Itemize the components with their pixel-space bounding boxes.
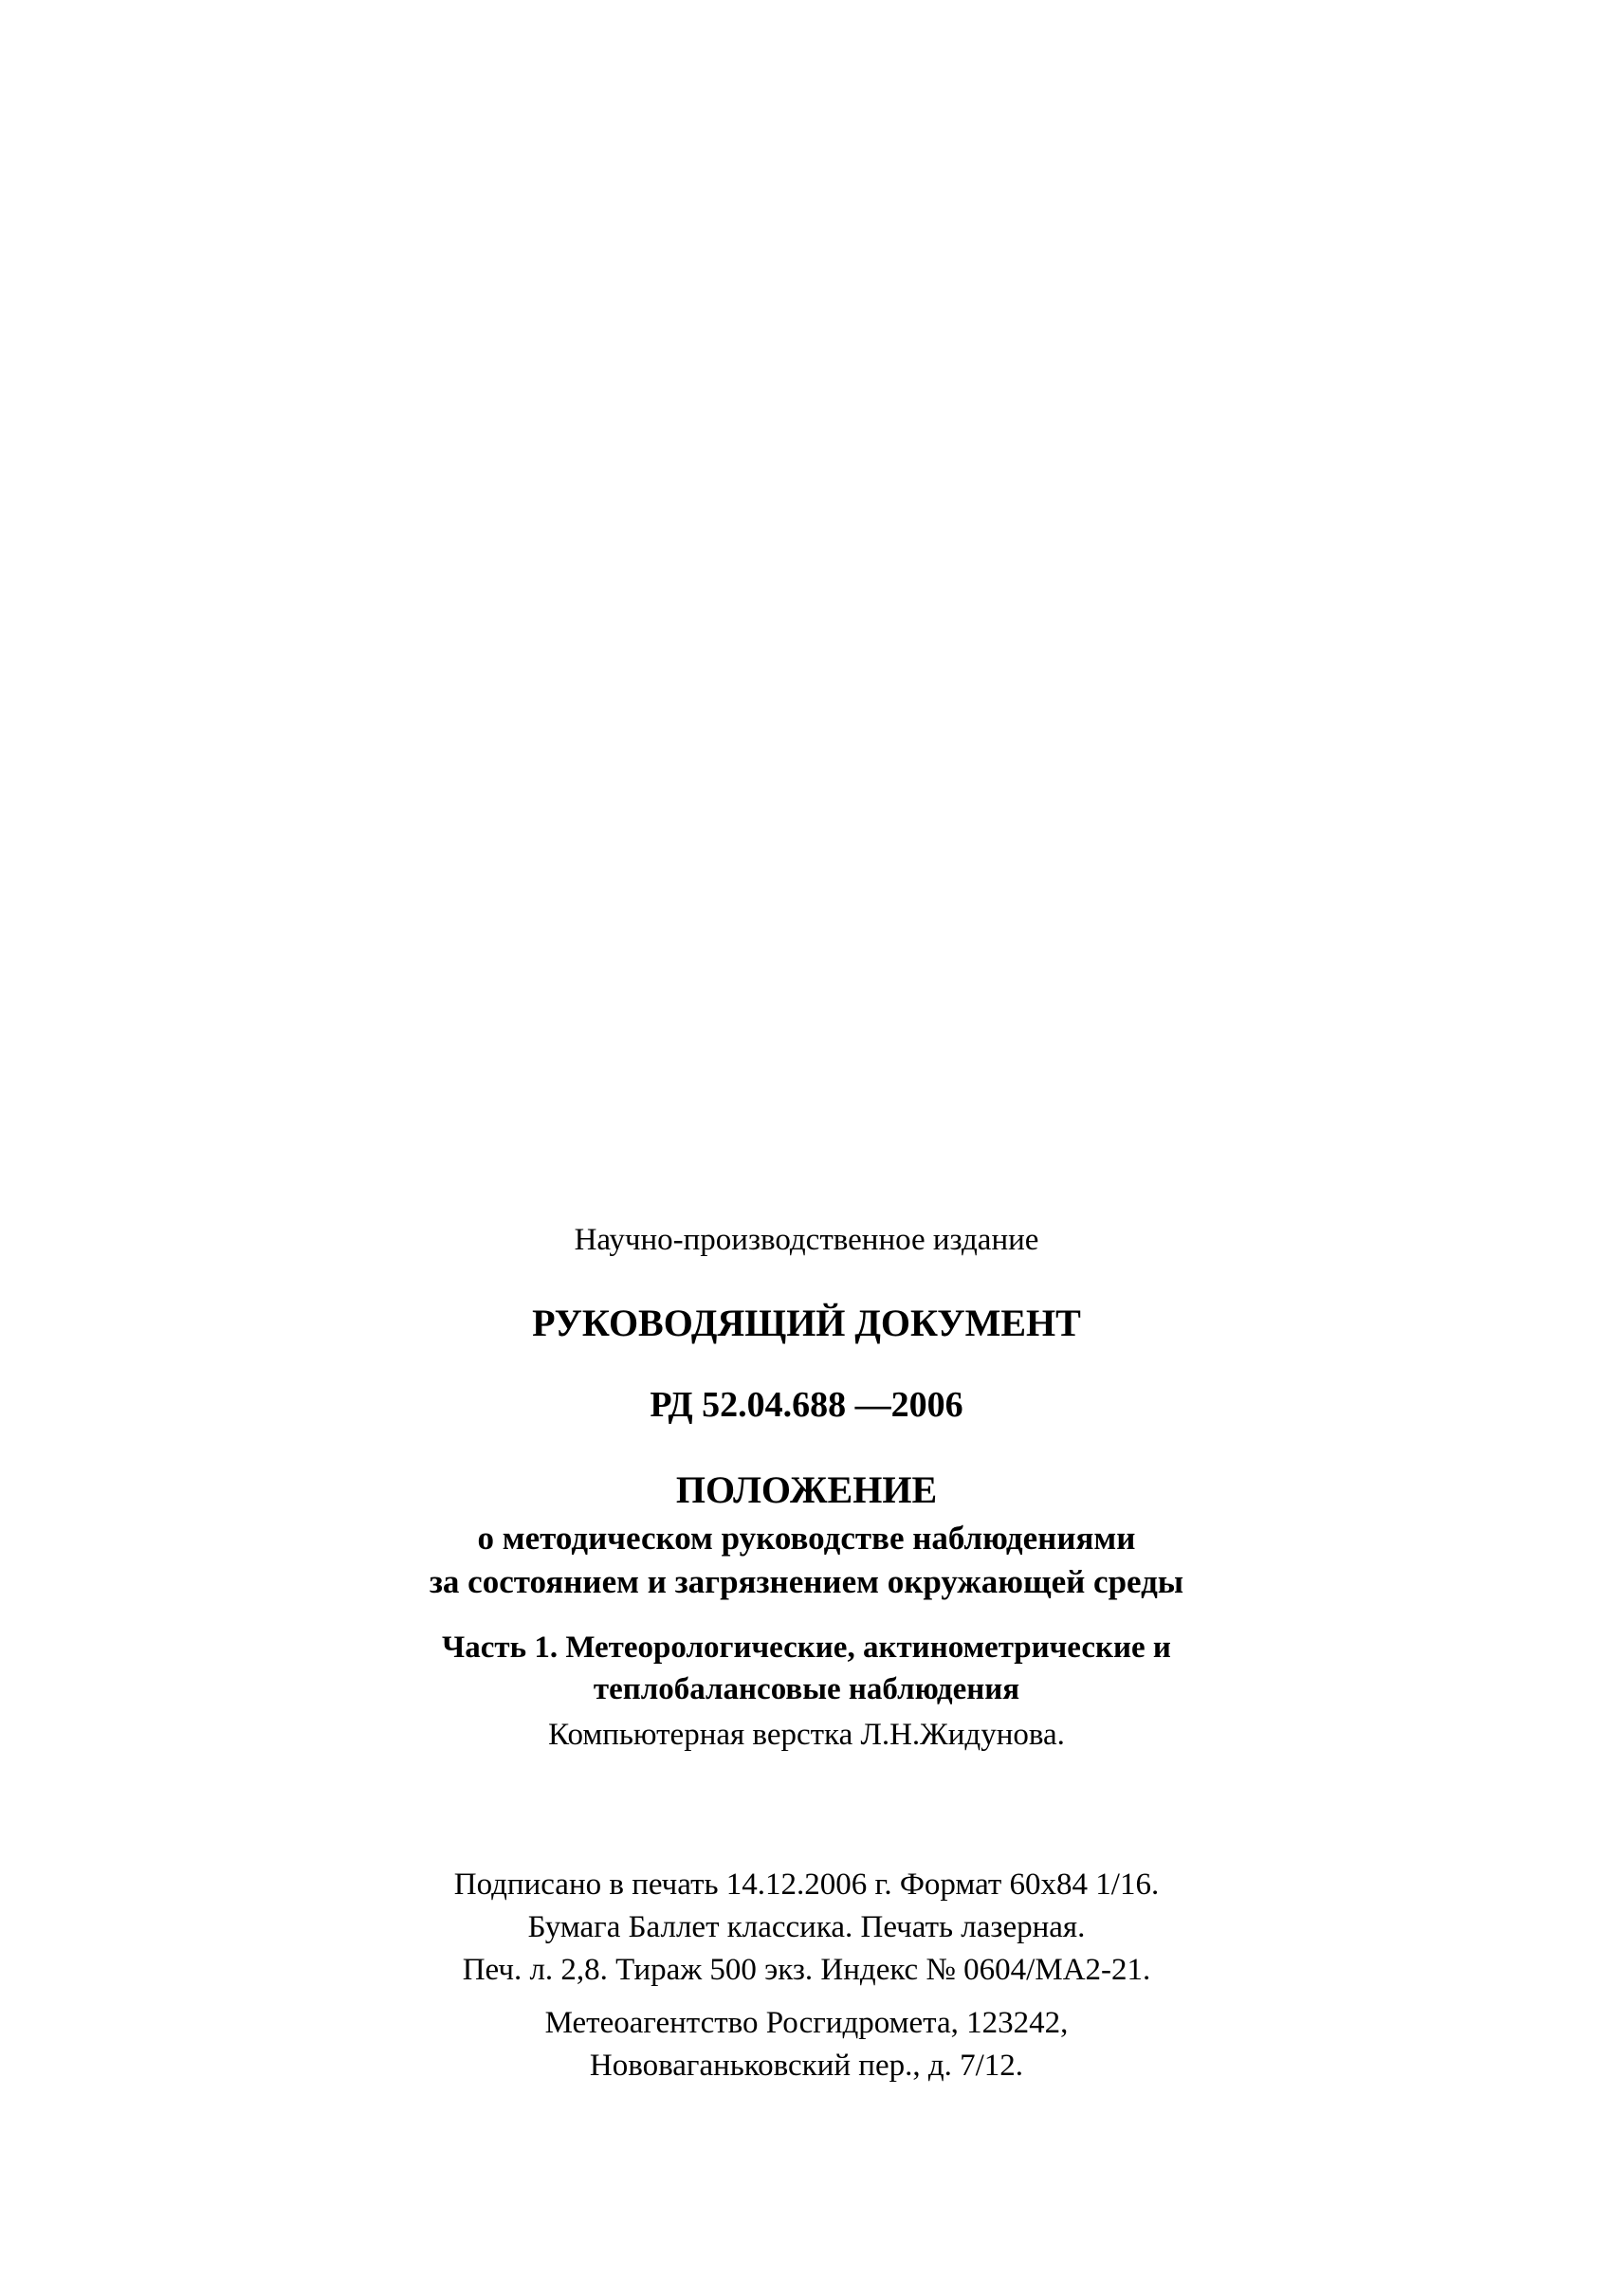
subtitle-line: за состоянием и загрязнением окружающей среды: [429, 1563, 1184, 1600]
publisher-address: [0, 2002, 1613, 2087]
print-info: [0, 1864, 1613, 1992]
document-subtitle: [0, 1517, 1613, 1604]
document-part: [0, 1627, 1613, 1710]
publisher-line: Метеоагентство Росгидромета, 123242,: [544, 2006, 1069, 2040]
print-info-line: Подписано в печать 14.12.2006 г. Формат 60х84 1/16.: [453, 1868, 1160, 1902]
document-title: ПОЛОЖЕНИЕ: [675, 1468, 938, 1511]
print-info-line: Бумага Баллет классика. Печать лазерная.: [527, 1910, 1086, 1944]
document-code: РД 52.04.688 —2006: [650, 1385, 963, 1425]
part-line: теплобалансовые наблюдения: [593, 1672, 1020, 1706]
subtitle-line: о методическом руководстве наблюдениями: [477, 1520, 1136, 1557]
print-info-line: Печ. л. 2,8. Тираж 500 экз. Индекс № 0604/МА2-21.: [462, 1953, 1151, 1987]
document-kind-heading: РУКОВОДЯЩИЙ ДОКУМЕНТ: [532, 1302, 1081, 1344]
part-line: Часть 1. Метеорологические, актинометрические и: [442, 1631, 1171, 1665]
edition-type: Научно-производственное издание: [574, 1223, 1039, 1257]
publisher-line: Нововаганьковский пер., д. 7/12.: [589, 2049, 1024, 2083]
layout-credit: Компьютерная верстка Л.Н.Жидунова.: [548, 1718, 1065, 1752]
